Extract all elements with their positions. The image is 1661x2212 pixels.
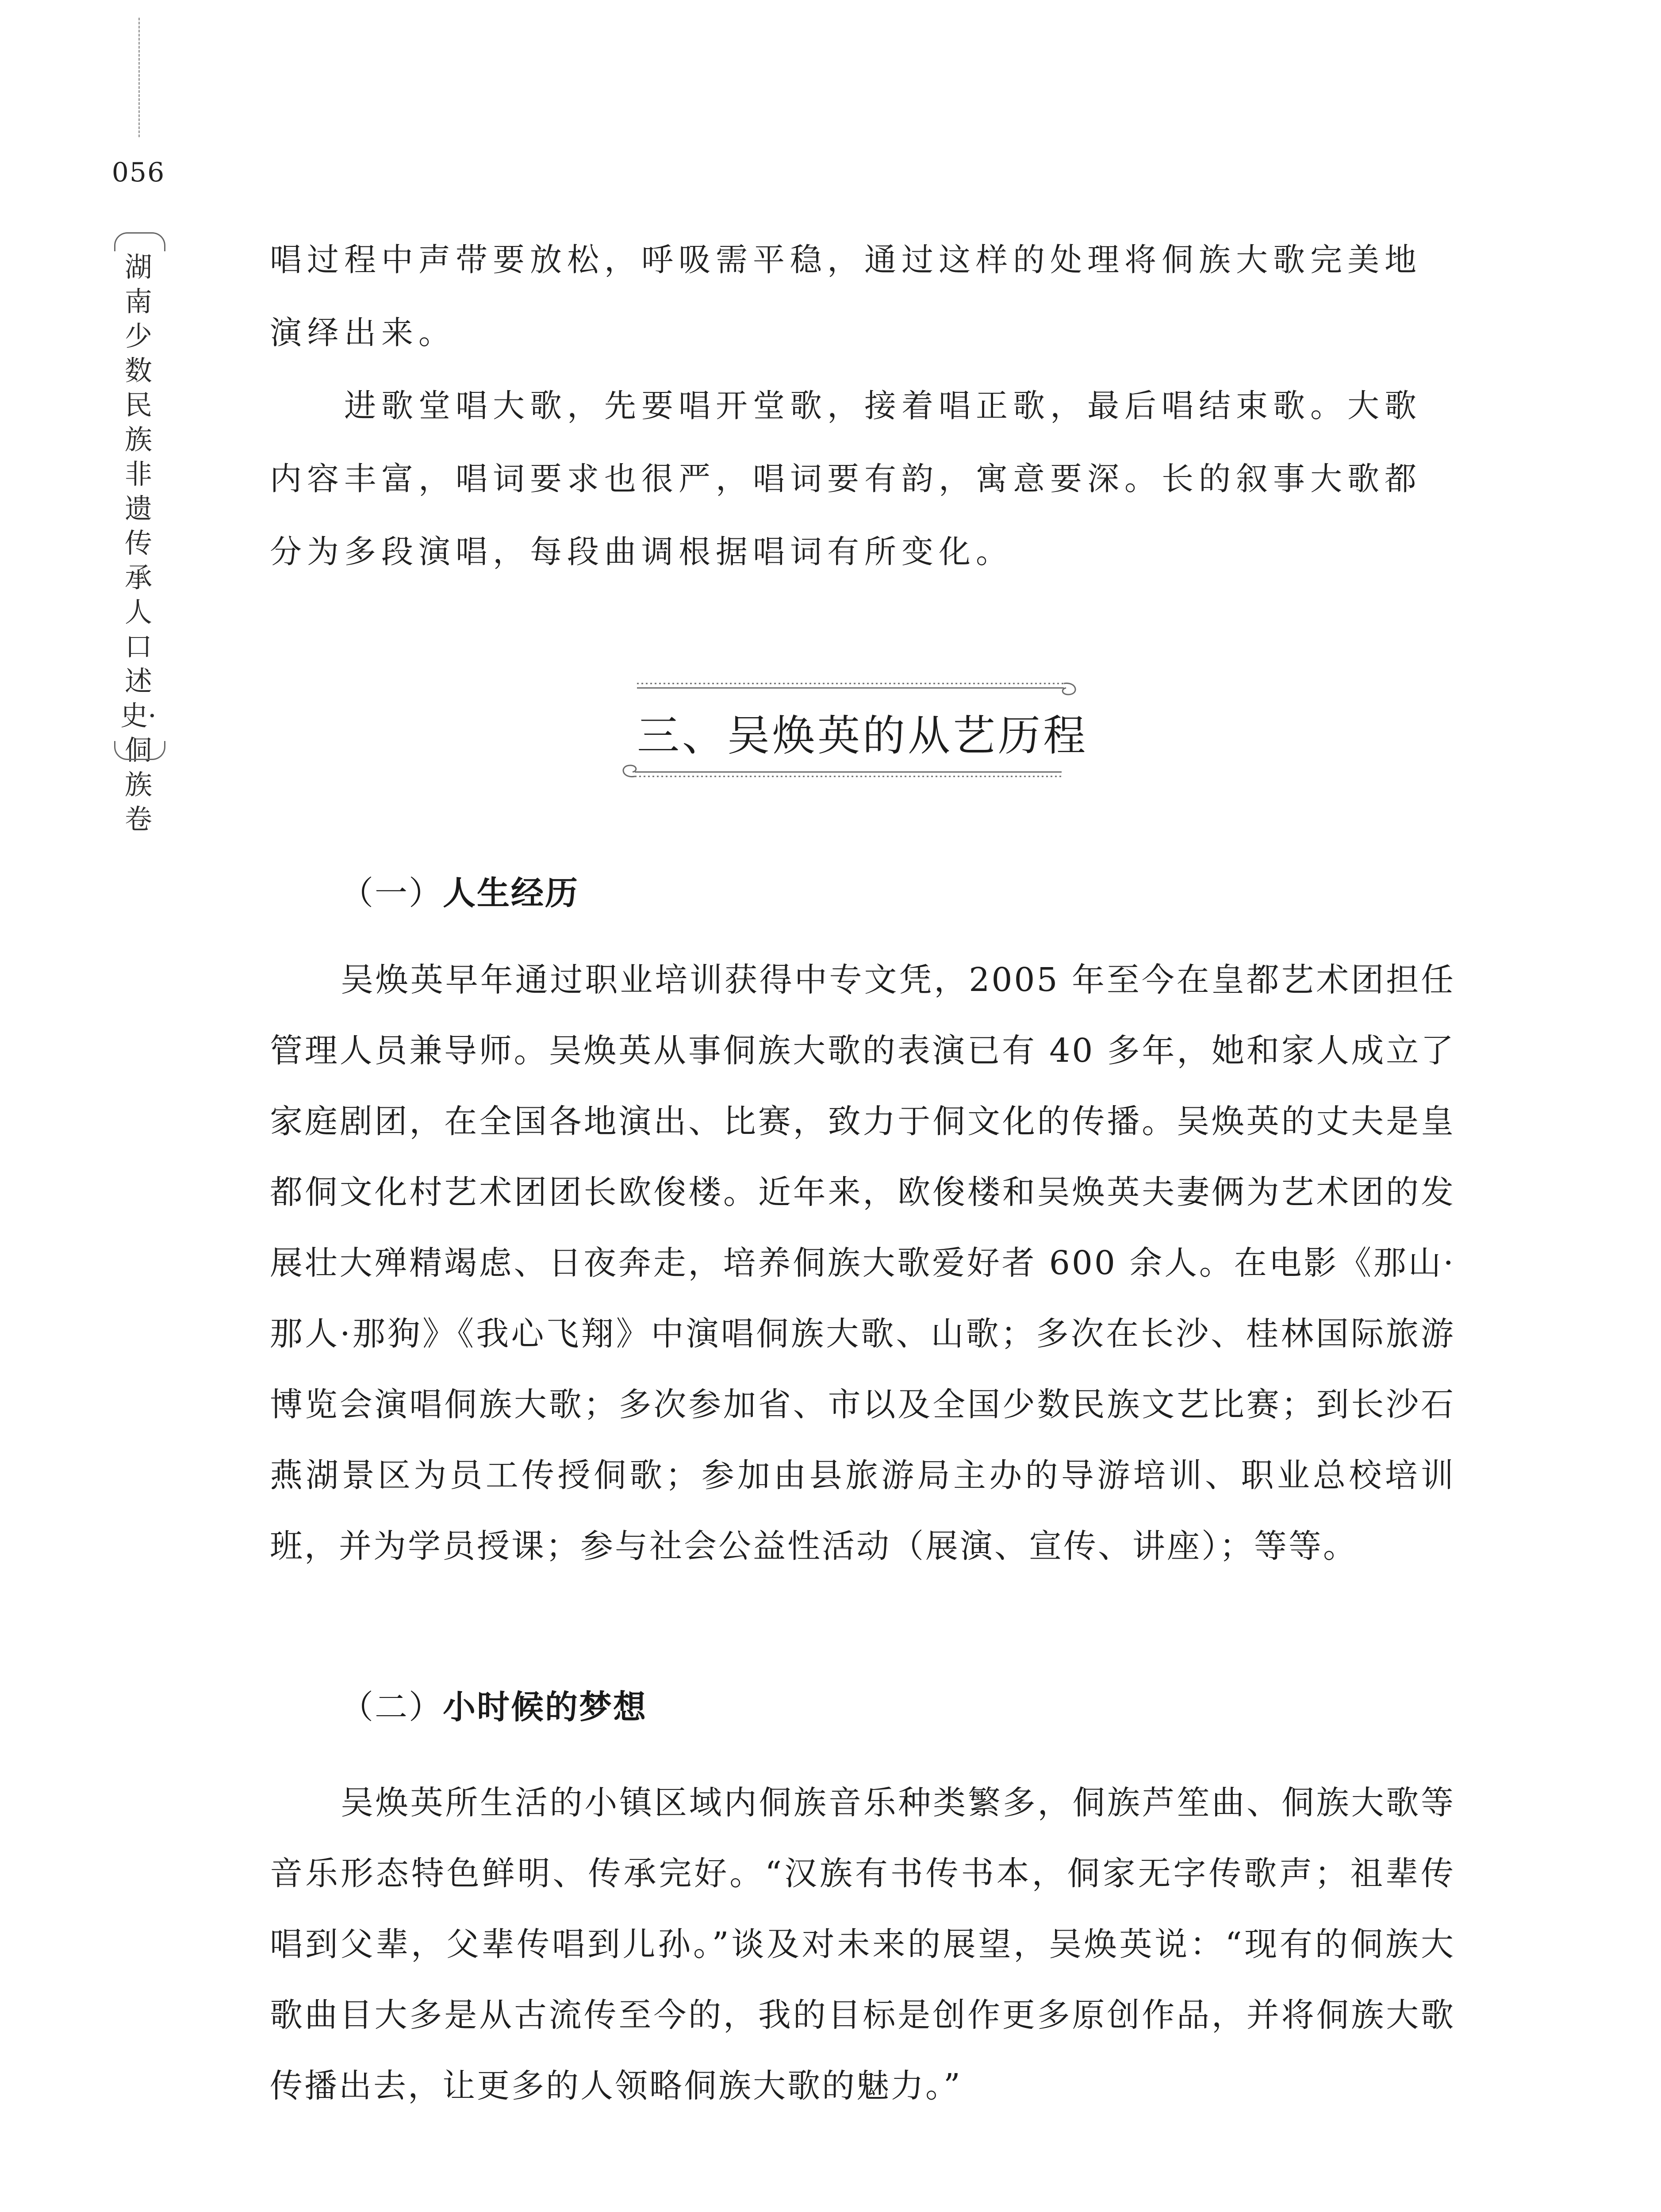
subsection-heading-dream xyxy=(270,1681,1455,1728)
running-title-bracket-top xyxy=(114,232,165,251)
subsection-life-body xyxy=(270,945,1455,1582)
subsection-life-heading-block xyxy=(270,867,1455,914)
paragraph-continued: 唱过程中声带要放松，呼吸需平稳，通过这样的处理将侗族大歌完美地演绎出来。 xyxy=(270,241,1422,351)
running-title-bracket-bottom xyxy=(114,741,165,760)
margin-dashed-line xyxy=(138,18,140,137)
subsection-number: （一） xyxy=(341,874,443,912)
running-title-vertical: 湖南少数民族非遗传承人口述史·侗族卷 xyxy=(120,251,157,835)
subsection-title: 小时候的梦想 xyxy=(443,1688,647,1726)
paragraph-childhood-dream: 吴焕英所生活的小镇区域内侗族音乐种类繁多，侗族芦笙曲、侗族大歌等音乐形态特色鲜明、传承完好。“汉族有书传书本，侗家无字传歌声；祖辈传唱到父辈，父辈传唱到儿孙。”谈及对未来的展望，吴焕英说：“现有的侗族大歌曲目大多是从古流传至今的，我的目标是创作更多原创作品，并将侗族大歌传播出去，让更多的人领略侗族大歌的魅力。” xyxy=(270,1784,1455,2105)
subsection-dream-body xyxy=(270,1767,1455,2121)
subsection-heading-life xyxy=(270,867,1455,914)
page-number: 056 xyxy=(111,157,165,188)
subsection-dream-heading-block xyxy=(270,1681,1455,1728)
section-title: 三、吴焕英的从艺历程 xyxy=(637,711,1088,760)
subsection-number: （二） xyxy=(341,1688,443,1726)
subsection-title: 人生经历 xyxy=(443,874,579,912)
paragraph-life-experience: 吴焕英早年通过职业培训获得中专文凭，2005 年至今在皇都艺术团担任管理人员兼导师。吴焕英从事侗族大歌的表演已有 40 多年，她和家人成立了家庭剧团，在全国各地演出、比赛，致力于侗文化的传播。吴焕英的丈夫是皇都侗文化村艺术团团长欧俊楼。近年来，欧俊楼和吴焕英夫妻俩为艺术团的发展壮大殚精竭虑、日夜奔走，培养侗族大歌爱好者 600 余人。在电影《那山·那人·那狗》《我心飞翔》中演唱侗族大歌、山歌；多次在长沙、桂林国际旅游博览会演唱侗族大歌；多次参加省、市以及全国少数民族文艺比赛；到长沙石燕湖景区为员工传授侗歌；参加由县旅游局主办的导游培训、职业总校培训班，并为学员授课；参与社会公益性活动（展演、宣传、讲座）；等等。 xyxy=(270,961,1455,1565)
paragraph-song-hall: 进歌堂唱大歌，先要唱开堂歌，接着唱正歌，最后唱结束歌。大歌内容丰富，唱词要求也很严，唱词要有韵，寓意要深。长的叙事大歌都分为多段演唱，每段曲调根据唱词有所变化。 xyxy=(270,387,1422,570)
top-text-block xyxy=(270,223,1455,588)
section-heading xyxy=(610,670,1088,790)
